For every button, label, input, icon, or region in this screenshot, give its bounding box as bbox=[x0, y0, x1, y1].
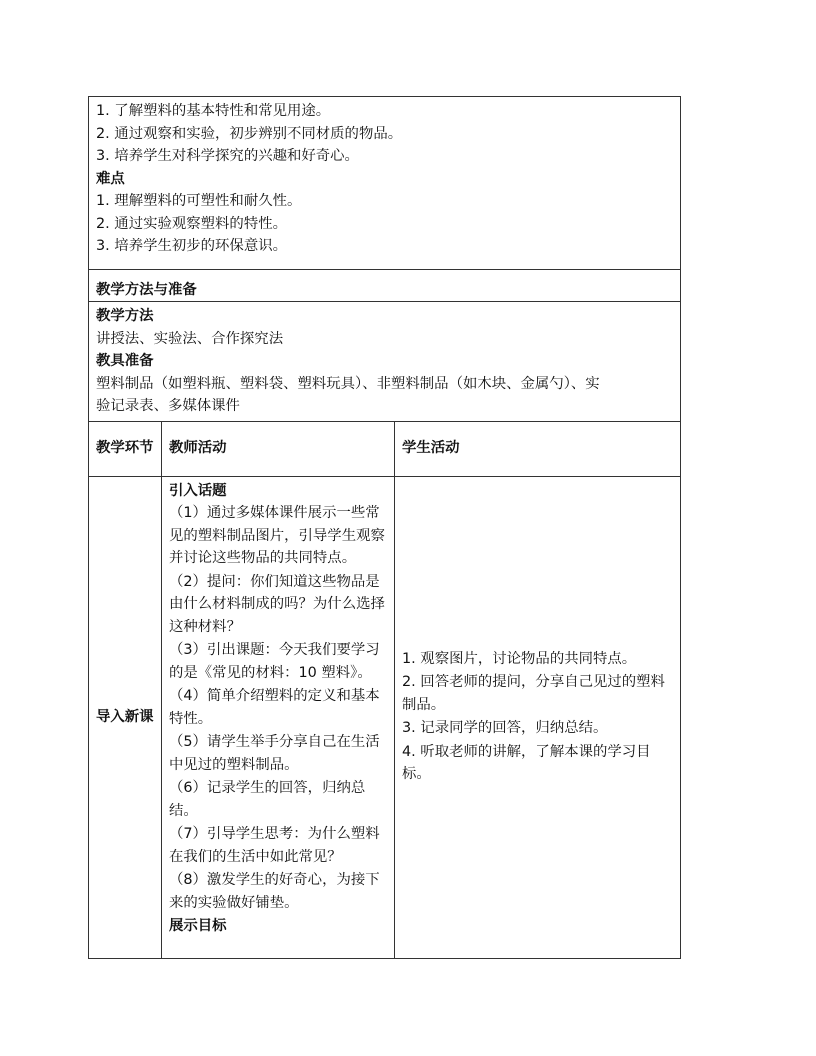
teacher-item-5: （5）请学生举手分享自己在生活中见过的塑料制品。 bbox=[169, 734, 380, 773]
goal-item-3: 3. 培养学生对科学探究的兴趣和好奇心。 bbox=[96, 148, 359, 164]
goal-item-2: 2. 通过观察和实验，初步辨别不同材质的物品。 bbox=[96, 125, 403, 142]
header-stage bbox=[89, 421, 162, 476]
difficulties-heading: 难点 bbox=[96, 170, 125, 187]
methods-section-title: 教学方法与准备 bbox=[96, 281, 197, 298]
spacer bbox=[96, 258, 673, 266]
header-stage-label: 教学环节 bbox=[96, 440, 154, 457]
methods-row bbox=[89, 302, 681, 422]
header-student-label: 学生活动 bbox=[402, 440, 460, 457]
intro-stage-label: 导入新课 bbox=[96, 708, 154, 725]
methods-section-row bbox=[89, 269, 681, 302]
methods-heading: 教学方法 bbox=[96, 308, 154, 324]
teacher-item-3: （3）引出课题：今天我们要学习的是《常见的材料：10 塑料》。 bbox=[169, 642, 380, 681]
table-header-row bbox=[89, 421, 681, 476]
methods-text: 讲授法、实验法、合作探究法 bbox=[96, 330, 284, 347]
methods-section-cell bbox=[89, 269, 681, 302]
tools-heading: 教具准备 bbox=[96, 353, 154, 369]
student-item-1: 1. 观察图片，讨论物品的共同特点。 bbox=[402, 650, 637, 667]
teacher-item-2: （2）提问：你们知道这些物品是由什么材料制成的吗？为什么选择这种材料？ bbox=[169, 573, 385, 635]
methods-cell bbox=[89, 302, 681, 422]
intro-teacher-heading: 引入话题 bbox=[169, 482, 227, 499]
teacher-item-4: （4）简单介绍塑料的定义和基本特性。 bbox=[169, 688, 380, 727]
header-teacher bbox=[162, 421, 395, 476]
student-item-4: 4. 听取老师的讲解，了解本课的学习目标。 bbox=[402, 743, 651, 782]
goals-row bbox=[89, 97, 681, 270]
lesson-plan-table bbox=[88, 96, 681, 959]
difficulty-item-1: 1. 理解塑料的可塑性和耐久性。 bbox=[96, 193, 302, 209]
header-teacher-label: 教师活动 bbox=[169, 440, 227, 457]
lesson-plan-page bbox=[88, 96, 680, 959]
tools-text-line-2: 验记录表、多媒体课件 bbox=[96, 398, 240, 414]
tools-text-line-1: 塑料制品（如塑料瓶、塑料袋、塑料玩具）、非塑料制品（如木块、金属勺）、实 bbox=[96, 375, 600, 392]
difficulty-item-3: 3. 培养学生初步的环保意识。 bbox=[96, 238, 287, 254]
intro-stage-cell bbox=[89, 476, 162, 958]
student-item-2: 2. 回答老师的提问，分享自己见过的塑料制品。 bbox=[402, 674, 665, 713]
teacher-item-1: （1）通过多媒体课件展示一些常见的塑料制品图片，引导学生观察并讨论这些物品的共同特点。 bbox=[169, 505, 385, 566]
student-item-3: 3. 记录同学的回答，归纳总结。 bbox=[402, 720, 608, 736]
intro-row bbox=[89, 476, 681, 958]
goals-cell bbox=[89, 97, 681, 270]
goal-item-1: 1. 了解塑料的基本特性和常见用途。 bbox=[96, 103, 331, 119]
teacher-item-7: （7）引导学生思考：为什么塑料在我们的生活中如此常见？ bbox=[169, 826, 380, 865]
intro-teacher-footer: 展示目标 bbox=[169, 918, 227, 934]
teacher-item-6: （6）记录学生的回答，归纳总结。 bbox=[169, 780, 366, 819]
intro-teacher-cell bbox=[162, 476, 395, 958]
intro-student-cell bbox=[395, 476, 681, 958]
teacher-item-8: （8）激发学生的好奇心，为接下来的实验做好铺垫。 bbox=[169, 872, 380, 911]
difficulty-item-2: 2. 通过实验观察塑料的特性。 bbox=[96, 215, 287, 232]
header-student bbox=[395, 421, 681, 476]
